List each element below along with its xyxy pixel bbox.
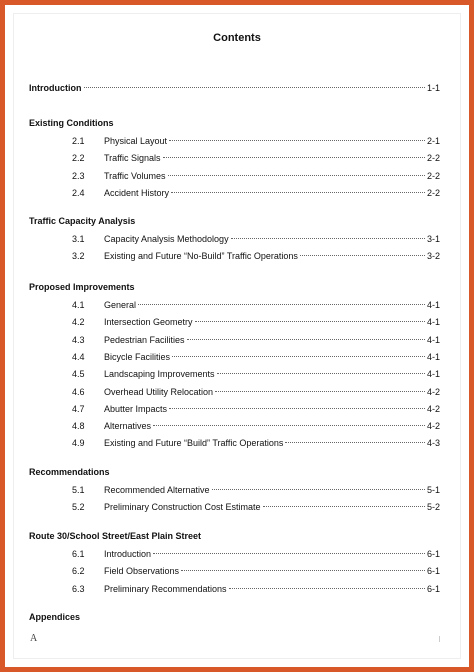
toc-subentry-number: 6.2 [72,566,85,577]
toc-entry[interactable] [29,81,440,95]
toc-subentry[interactable] [72,315,440,329]
toc-entry-label: Introduction [29,83,82,93]
toc-subentry[interactable] [72,232,440,246]
dot-leader [169,140,425,141]
toc-subentry-label: Traffic Signals [104,153,161,164]
toc-subentry-number: 4.7 [72,403,85,414]
toc-subentry-label: Preliminary Construction Cost Estimate [104,502,261,513]
toc-section-heading: Route 30/School Street/East Plain Street [29,531,202,541]
toc-subentry-page: 4-2 [426,403,440,414]
toc-subentry-label: Existing and Future “Build” Traffic Operations [104,438,284,449]
toc-subentry-number: 4.5 [72,369,85,380]
toc-subentry[interactable] [72,419,440,433]
toc-subentry-label: Landscaping Improvements [104,369,215,380]
toc-subentry[interactable] [72,151,440,165]
toc-subentry-number: 4.3 [72,334,85,345]
toc-subentry[interactable] [72,169,440,183]
toc-subentry-page: 5-1 [426,485,440,495]
dot-leader [285,442,425,443]
toc-entry-page: 1-1 [426,83,440,93]
toc-subentry-page: 4-1 [426,334,440,345]
toc-subentry-label: Capacity Analysis Methodology [104,234,229,244]
toc-subentry-number: 4.1 [72,300,85,310]
dot-leader [215,391,425,392]
toc-subentry-label: Traffic Volumes [104,170,166,181]
toc-subentry-number: 6.3 [72,583,85,594]
toc-subentry[interactable] [72,134,440,148]
toc-subentry-number: 2.1 [72,136,85,146]
toc-subentry-page: 6-1 [426,566,440,577]
toc-subentry[interactable] [72,186,440,200]
dot-leader [153,425,425,426]
toc-subentry-label: Field Observations [104,566,180,577]
toc-subentry-number: 4.6 [72,386,85,397]
dot-leader [163,157,425,158]
toc-subentry-page: 3-1 [426,234,440,244]
toc-subentry-page: 4-2 [426,421,440,432]
toc-subentry-label: Existing and Future “No-Build” Traffic Operations [104,251,298,262]
toc-subentry-page: 5-2 [426,502,440,513]
toc-subentry[interactable] [72,385,440,399]
toc-subentry[interactable] [72,582,440,596]
toc-subentry-number: 3.1 [72,234,85,244]
footer-corner-mark [439,636,440,642]
toc-subentry[interactable] [72,350,440,364]
toc-subentry[interactable] [72,402,440,416]
toc-subentry-number: 6.1 [72,549,85,559]
toc-subentry[interactable] [72,500,440,514]
toc-subentry-label: Physical Layout [104,136,168,146]
toc-subentry-number: 5.1 [72,485,85,495]
toc-subentry-label: Abutter Impacts [104,403,168,414]
dot-leader [263,506,425,507]
toc-subentry[interactable] [72,564,440,578]
dot-leader [168,175,425,176]
dot-leader [187,339,425,340]
toc-subentry[interactable] [72,436,440,450]
toc-subentry-number: 3.2 [72,251,85,262]
toc-section-heading: Recommendations [29,467,110,477]
toc-section-heading: Proposed Improvements [29,282,135,292]
toc-subentry-number: 5.2 [72,502,85,513]
toc-subentry-label: Introduction [104,549,152,559]
toc-subentry-label: General [104,300,137,310]
toc-subentry-page: 6-1 [426,549,440,559]
toc-subentry-page: 4-1 [426,351,440,362]
toc-subentry-number: 4.4 [72,351,85,362]
toc-subentry-number: 4.9 [72,438,85,449]
dot-leader [217,373,425,374]
toc-subentry-number: 2.3 [72,170,85,181]
toc-subentry-page: 2-2 [426,170,440,181]
dot-leader [172,356,425,357]
toc-subentry[interactable] [72,483,440,497]
toc-subentry-page: 4-1 [426,369,440,380]
toc-subentry-page: 6-1 [426,583,440,594]
dot-leader [229,588,425,589]
toc-subentry-label: Bicycle Facilities [104,351,171,362]
dot-leader [171,192,425,193]
toc-subentry[interactable] [72,547,440,561]
dot-leader [181,570,425,571]
toc-subentry-number: 2.2 [72,153,85,164]
toc-subentry-label: Intersection Geometry [104,317,193,328]
toc-subentry-page: 4-2 [426,386,440,397]
toc-subentry[interactable] [72,367,440,381]
toc-subentry-page: 4-1 [426,317,440,328]
toc-subentry-label: Preliminary Recommendations [104,583,227,594]
dot-leader [300,255,425,256]
dot-leader [153,553,425,554]
page-title: Contents [213,32,261,44]
toc-section-heading: Appendices [29,612,81,622]
toc-subentry-label: Pedestrian Facilities [104,334,185,345]
toc-subentry-label: Recommended Alternative [104,485,210,495]
toc-section-heading: Traffic Capacity Analysis [29,216,136,226]
dot-leader [138,304,425,305]
dot-leader [195,321,425,322]
toc-section-heading: Existing Conditions [29,118,114,128]
toc-subentry[interactable] [72,333,440,347]
dot-leader [231,238,425,239]
toc-subentry[interactable] [72,298,440,312]
toc-subentry-page: 4-1 [426,300,440,310]
toc-subentry-page: 3-2 [426,251,440,262]
footer-mark: A [30,633,38,644]
toc-subentry-page: 4-3 [426,438,440,449]
toc-subentry-label: Alternatives [104,421,152,432]
toc-subentry-page: 2-1 [426,136,440,146]
toc-subentry-label: Overhead Utility Relocation [104,386,214,397]
toc-subentry-number: 2.4 [72,187,85,198]
document-page [13,13,461,659]
dot-leader [212,489,425,490]
toc-subentry-page: 2-2 [426,153,440,164]
toc-subentry-label: Accident History [104,187,170,198]
dot-leader [84,87,425,88]
toc-subentry-number: 4.8 [72,421,85,432]
toc-subentry-page: 2-2 [426,187,440,198]
toc-subentry-number: 4.2 [72,317,85,328]
toc-subentry[interactable] [72,249,440,263]
dot-leader [169,408,425,409]
